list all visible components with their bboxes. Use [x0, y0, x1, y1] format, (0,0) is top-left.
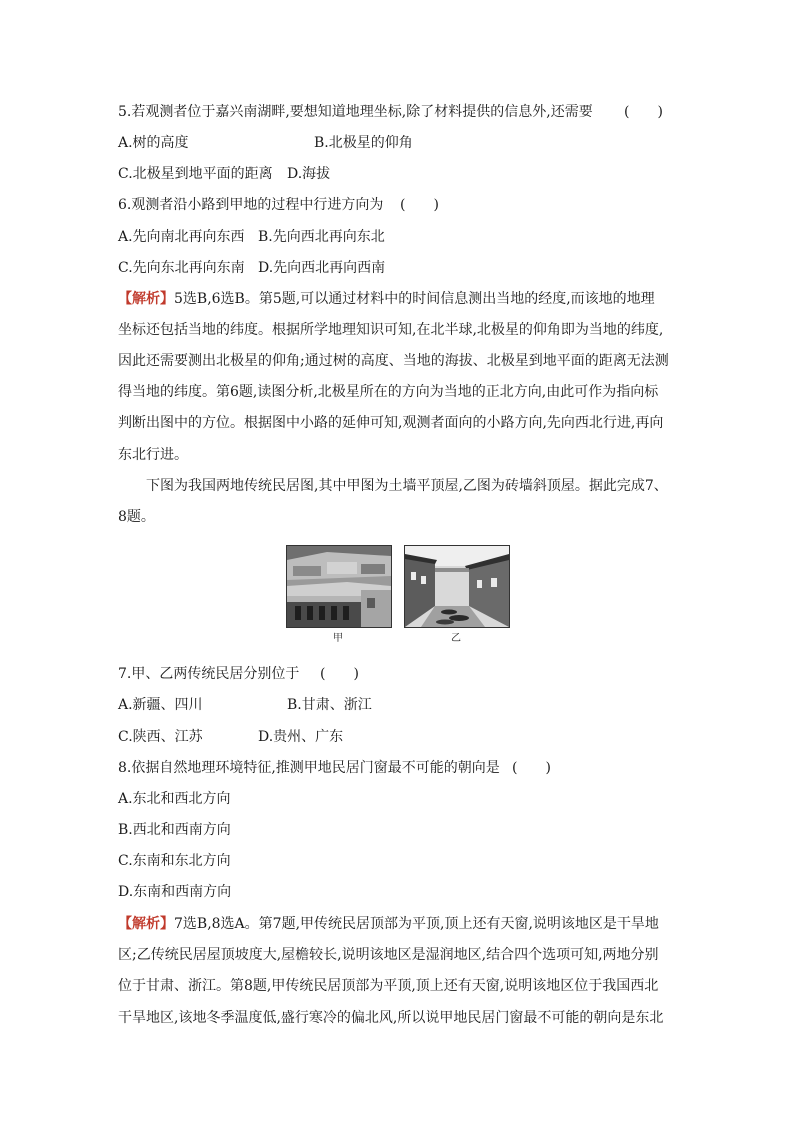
q8-answer-paren: ( ) [512, 760, 551, 776]
analysis-text: 7选B,8选A。第7题,甲传统民居顶部为平顶,顶上还有天窗,说明该地区是干旱地 [174, 916, 659, 932]
q8-option-b: B.西北和西南方向 [118, 822, 231, 838]
q8-stem: 8.依据自然地理环境特征,推测甲地民居门窗最不可能的朝向是 [118, 760, 500, 776]
analysis-2-line-2: 区;乙传统民居屋顶坡度大,屋檐较长,说明该地区是湿润地区,结合四个选项可知,两地分别 [118, 947, 659, 963]
intro-line-1: 下图为我国两地传统民居图,其中甲图为土墙平顶屋,乙图为砖墙斜顶屋。据此完成7、 [146, 478, 668, 494]
analysis-tag: 【解析】 [118, 916, 174, 932]
q6-option-d: D.先向西北再向西南 [258, 260, 386, 276]
analysis-tag: 【解析】 [118, 291, 174, 307]
q7-option-a: A.新疆、四川 [118, 697, 203, 713]
q8-option-a: A.东北和西北方向 [118, 791, 231, 807]
analysis-2-line-3: 位于甘肃、浙江。第8题,甲传统民居顶部为平顶,顶上还有天窗,说明该地区位于我国西北 [118, 978, 659, 994]
analysis-text: 5选B,6选B。第5题,可以通过材料中的时间信息测出当地的经度,而该地的地理 [174, 291, 655, 307]
q6-answer-paren: ( ) [400, 197, 439, 213]
q7-stem: 7.甲、乙两传统民居分别位于 [118, 666, 300, 682]
q7-answer-paren: ( ) [320, 666, 359, 682]
intro-line-2: 8题。 [118, 509, 155, 525]
figure-jia-photo [286, 545, 392, 628]
analysis-1-line-6: 东北行进。 [118, 447, 188, 463]
analysis-1-line-5: 判断出图中的方位。根据图中小路的延伸可知,观测者面向的小路方向,先向西北行进,再向 [118, 415, 664, 431]
figure-jia-caption: 甲 [333, 633, 343, 644]
water-town-houses-image [405, 546, 509, 627]
q8-option-d: D.东南和西南方向 [118, 884, 232, 900]
figure-yi-photo [404, 545, 510, 628]
analysis-1-line-4: 得当地的纬度。第6题,读图分析,北极星所在的方向为当地的正北方向,由此可作为指向标 [118, 384, 659, 400]
q8-option-c: C.东南和东北方向 [118, 853, 231, 869]
analysis-1-line-3: 因此还需要测出北极星的仰角;通过树的高度、当地的海拔、北极星到地平面的距离无法测 [118, 353, 669, 369]
analysis-2-line-4: 干旱地区,该地冬季温度低,盛行寒冷的偏北风,所以说甲地民居门窗最不可能的朝向是东北 [118, 1010, 664, 1026]
analysis-1-line-1 [118, 289, 655, 309]
flat-roof-houses-image [287, 546, 391, 627]
q6-option-c: C.先向东北再向东南 [118, 260, 245, 276]
q7-option-c: C.陕西、江苏 [118, 729, 203, 745]
q7-option-b: B.甘肃、浙江 [287, 697, 372, 713]
q5-answer-paren: ( ) [624, 104, 663, 120]
q5-stem: 5.若观测者位于嘉兴南湖畔,要想知道地理坐标,除了材料提供的信息外,还需要 [118, 104, 593, 120]
figure-yi-caption: 乙 [451, 633, 461, 644]
q5-option-a: A.树的高度 [118, 135, 189, 151]
q6-option-a: A.先向南北再向东西 [118, 229, 245, 245]
analysis-2-line-1 [118, 914, 659, 934]
q6-option-b: B.先向西北再向东北 [258, 229, 385, 245]
q6-stem: 6.观测者沿小路到甲地的过程中行进方向为 [118, 197, 384, 213]
q5-option-c: C.北极星到地平面的距离 [118, 166, 273, 182]
q5-option-b: B.北极星的仰角 [314, 135, 413, 151]
analysis-1-line-2: 坐标还包括当地的纬度。根据所学地理知识可知,在北半球,北极星的仰角即为当地的纬度, [118, 322, 664, 338]
q5-option-d: D.海拔 [287, 166, 331, 182]
q7-option-d: D.贵州、广东 [258, 729, 344, 745]
